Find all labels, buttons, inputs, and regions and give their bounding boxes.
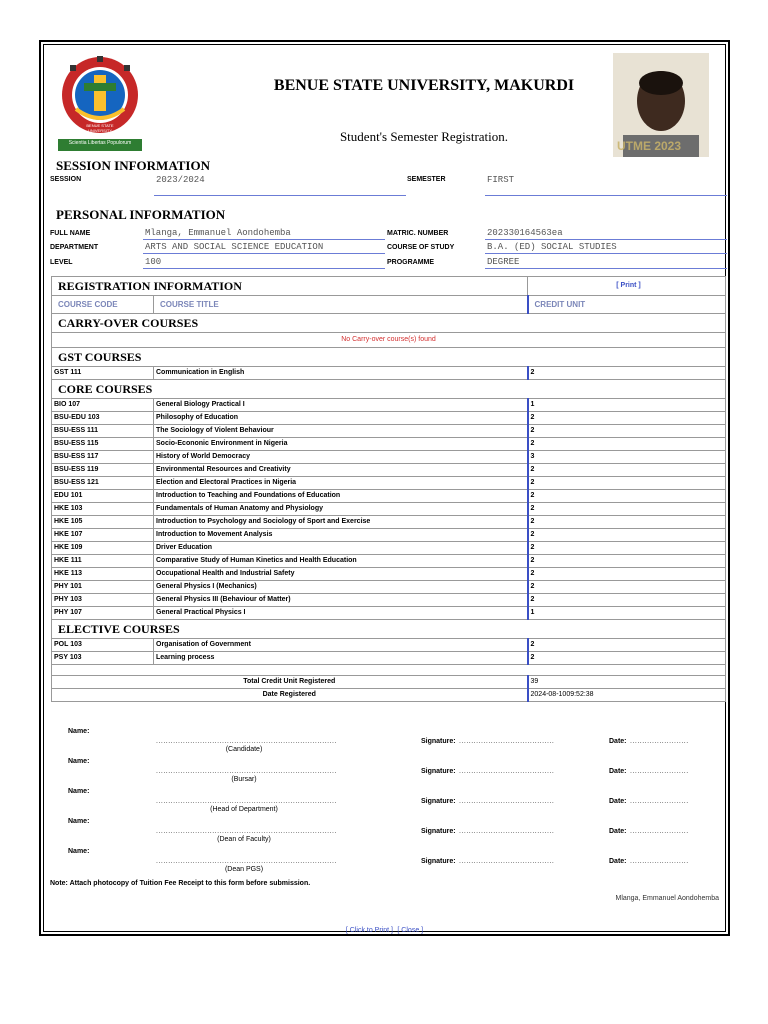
- course-row: [52, 529, 726, 542]
- course-title: Communication in English: [154, 367, 528, 380]
- course-code: HKE 107: [52, 529, 154, 542]
- name-label: Name:: [68, 728, 90, 735]
- date-label: Date:: [609, 798, 627, 805]
- credit-unit: 2: [528, 412, 726, 425]
- course-row: [52, 464, 726, 477]
- form-title: Student's Semester Registration.: [339, 129, 509, 144]
- course-title: History of World Democracy: [154, 451, 528, 464]
- credit-unit: 2: [528, 490, 726, 503]
- course-code: BSU-ESS 117: [52, 451, 154, 464]
- course-of-study-label: COURSE OF STUDY: [387, 244, 455, 251]
- signature-label: Signature:: [421, 828, 456, 835]
- date-line: ........................: [630, 798, 689, 805]
- signature-label: Signature:: [421, 738, 456, 745]
- course-title: Comparative Study of Human Kinetics and Health Education: [154, 555, 528, 568]
- signature-line: .......................................: [459, 828, 555, 835]
- date-label: Date:: [609, 858, 627, 865]
- department-label: DEPARTMENT: [50, 244, 99, 251]
- credit-unit: 2: [528, 529, 726, 542]
- course-code: BSU-ESS 121: [52, 477, 154, 490]
- course-row: [52, 367, 726, 380]
- course-row: [52, 412, 726, 425]
- session-heading: SESSION INFORMATION: [56, 158, 210, 173]
- signature-line: .......................................: [459, 738, 555, 745]
- credit-unit: 2: [528, 581, 726, 594]
- signature-line: .......................................: [459, 768, 555, 775]
- click-to-print-link[interactable]: [ Click to Print ]: [345, 927, 393, 934]
- course-code: BSU-ESS 119: [52, 464, 154, 477]
- credit-unit: 3: [528, 451, 726, 464]
- course-title: General Physics III (Behaviour of Matter): [154, 594, 528, 607]
- course-row: [52, 438, 726, 451]
- date-registered-label: Date Registered: [52, 689, 528, 702]
- signatory-role: (Bursar): [231, 776, 257, 783]
- programme-label: PROGRAMME: [387, 259, 435, 266]
- course-title: Occupational Health and Industrial Safety: [154, 568, 528, 581]
- course-row: [52, 555, 726, 568]
- course-title: Environmental Resources and Creativity: [154, 464, 528, 477]
- full-name-label: FULL NAME: [50, 230, 91, 237]
- date-label: Date:: [609, 738, 627, 745]
- credit-unit: 2: [528, 464, 726, 477]
- total-credit-label: Total Credit Unit Registered: [52, 676, 528, 689]
- credit-unit: 2: [528, 594, 726, 607]
- signatory-role: (Dean of Faculty): [217, 836, 271, 843]
- signatory-role: (Candidate): [225, 746, 263, 753]
- student-name-footer: Mlanga, Emmanuel Aondohemba: [615, 895, 719, 902]
- course-row: [52, 652, 726, 665]
- print-link[interactable]: [ Print ]: [616, 282, 641, 289]
- course-title: Learning process: [154, 652, 528, 665]
- department-value: ARTS AND SOCIAL SCIENCE EDUCATION: [143, 242, 385, 254]
- carryover-empty-message: No Carry-over course(s) found: [52, 333, 726, 348]
- registration-table: [51, 276, 726, 702]
- name-label: Name:: [68, 788, 90, 795]
- credit-unit: 2: [528, 367, 726, 380]
- course-title: Introduction to Psychology and Sociology of Sport and Exercise: [154, 516, 528, 529]
- carryover-heading: CARRY-OVER COURSES: [52, 314, 726, 333]
- date-label: Date:: [609, 828, 627, 835]
- credit-unit: 2: [528, 477, 726, 490]
- credit-unit: 2: [528, 542, 726, 555]
- col-course-title: COURSE TITLE: [154, 296, 528, 314]
- course-row: [52, 607, 726, 620]
- name-line: ..........................................................................: [156, 798, 337, 805]
- university-name: BENUE STATE UNIVERSITY, MAKURDI: [273, 77, 575, 94]
- course-of-study-value: B.A. (ED) SOCIAL STUDIES: [485, 242, 727, 254]
- credit-unit: 2: [528, 438, 726, 451]
- personal-heading: PERSONAL INFORMATION: [56, 207, 226, 222]
- name-label: Name:: [68, 848, 90, 855]
- name-label: Name:: [68, 818, 90, 825]
- name-line: ..........................................................................: [156, 738, 337, 745]
- course-code: HKE 111: [52, 555, 154, 568]
- logo-ring-text: BENUE STATE UNIVERSITY: [86, 123, 114, 133]
- course-row: [52, 568, 726, 581]
- course-row: [52, 594, 726, 607]
- session-label: SESSION: [50, 176, 82, 183]
- course-row: [52, 581, 726, 594]
- course-code: PHY 107: [52, 607, 154, 620]
- course-row: [52, 490, 726, 503]
- signature-label: Signature:: [421, 798, 456, 805]
- date-line: ........................: [630, 828, 689, 835]
- date-line: ........................: [630, 768, 689, 775]
- course-row: [52, 399, 726, 412]
- course-code: PHY 101: [52, 581, 154, 594]
- course-row: [52, 542, 726, 555]
- course-title: Introduction to Movement Analysis: [154, 529, 528, 542]
- university-logo: [54, 53, 146, 153]
- registration-form: [39, 40, 730, 936]
- programme-value: DEGREE: [485, 257, 727, 269]
- course-row: [52, 503, 726, 516]
- signatory-role: (Dean PGS): [224, 866, 264, 873]
- full-name-value: Mlanga, Emmanuel Aondohemba: [143, 228, 385, 240]
- course-title: General Physics I (Mechanics): [154, 581, 528, 594]
- level-label: LEVEL: [50, 259, 73, 266]
- course-code: BIO 107: [52, 399, 154, 412]
- course-code: PHY 103: [52, 594, 154, 607]
- credit-unit: 2: [528, 555, 726, 568]
- signature-line: .......................................: [459, 798, 555, 805]
- course-code: EDU 101: [52, 490, 154, 503]
- credit-unit: 2: [528, 568, 726, 581]
- level-value: 100: [143, 257, 385, 269]
- matric-value: 202330164563ea: [485, 228, 727, 240]
- course-title: Introduction to Teaching and Foundations of Education: [154, 490, 528, 503]
- signature-line: .......................................: [459, 858, 555, 865]
- course-row: [52, 451, 726, 464]
- semester-value: FIRST: [485, 175, 727, 196]
- course-title: General Biology Practical I: [154, 399, 528, 412]
- course-code: HKE 113: [52, 568, 154, 581]
- signature-label: Signature:: [421, 858, 456, 865]
- name-line: ..........................................................................: [156, 768, 337, 775]
- total-credit-value: 39: [528, 676, 726, 689]
- logo-motto: Scientia Libertas Populorum: [68, 140, 132, 146]
- course-code: HKE 109: [52, 542, 154, 555]
- semester-label: SEMESTER: [407, 176, 446, 183]
- name-label: Name:: [68, 758, 90, 765]
- course-row: [52, 639, 726, 652]
- credit-unit: 2: [528, 516, 726, 529]
- date-line: ........................: [630, 738, 689, 745]
- course-title: Philosophy of Education: [154, 412, 528, 425]
- course-title: Organisation of Government: [154, 639, 528, 652]
- gst-heading: GST COURSES: [52, 348, 726, 367]
- course-title: The Sociology of Violent Behaviour: [154, 425, 528, 438]
- signature-label: Signature:: [421, 768, 456, 775]
- course-title: Election and Electoral Practices in Nigeria: [154, 477, 528, 490]
- close-link[interactable]: [ Close ]: [397, 927, 424, 934]
- credit-unit: 1: [528, 399, 726, 412]
- col-credit-unit: CREDIT UNIT: [528, 296, 726, 314]
- course-code: PSY 103: [52, 652, 154, 665]
- photo-watermark: UTME 2023: [617, 139, 682, 153]
- course-row: [52, 477, 726, 490]
- date-label: Date:: [609, 768, 627, 775]
- course-code: HKE 105: [52, 516, 154, 529]
- course-code: BSU-EDU 103: [52, 412, 154, 425]
- signatory-role: (Head of Department): [210, 806, 278, 813]
- course-code: POL 103: [52, 639, 154, 652]
- elective-heading: ELECTIVE COURSES: [52, 620, 726, 639]
- core-heading: CORE COURSES: [52, 380, 726, 399]
- name-line: ..........................................................................: [156, 858, 337, 865]
- date-line: ........................: [630, 858, 689, 865]
- credit-unit: 1: [528, 607, 726, 620]
- session-value: 2023/2024: [154, 175, 406, 196]
- course-code: BSU-ESS 115: [52, 438, 154, 451]
- col-course-code: COURSE CODE: [52, 296, 154, 314]
- course-row: [52, 425, 726, 438]
- registration-heading: REGISTRATION INFORMATION: [52, 277, 528, 296]
- date-registered-value: 2024-08-1009:52:38: [528, 689, 726, 702]
- credit-unit: 2: [528, 639, 726, 652]
- credit-unit: 2: [528, 503, 726, 516]
- credit-unit: 2: [528, 652, 726, 665]
- course-title: Fundamentals of Human Anatomy and Physiology: [154, 503, 528, 516]
- form-inner-border: [43, 44, 726, 932]
- course-title: Driver Education: [154, 542, 528, 555]
- credit-unit: 2: [528, 425, 726, 438]
- course-code: BSU-ESS 111: [52, 425, 154, 438]
- spacer-row: [52, 665, 726, 676]
- course-title: General Practical Physics I: [154, 607, 528, 620]
- name-line: ..........................................................................: [156, 828, 337, 835]
- tuition-note: Note: Attach photocopy of Tuition Fee Receipt to this form before submission.: [50, 880, 311, 887]
- student-photo: [613, 53, 709, 157]
- course-code: GST 111: [52, 367, 154, 380]
- course-code: HKE 103: [52, 503, 154, 516]
- course-row: [52, 516, 726, 529]
- course-title: Socio-Econonic Environment in Nigeria: [154, 438, 528, 451]
- matric-label: MATRIC. NUMBER: [387, 230, 449, 237]
- footer-links: [44, 919, 725, 937]
